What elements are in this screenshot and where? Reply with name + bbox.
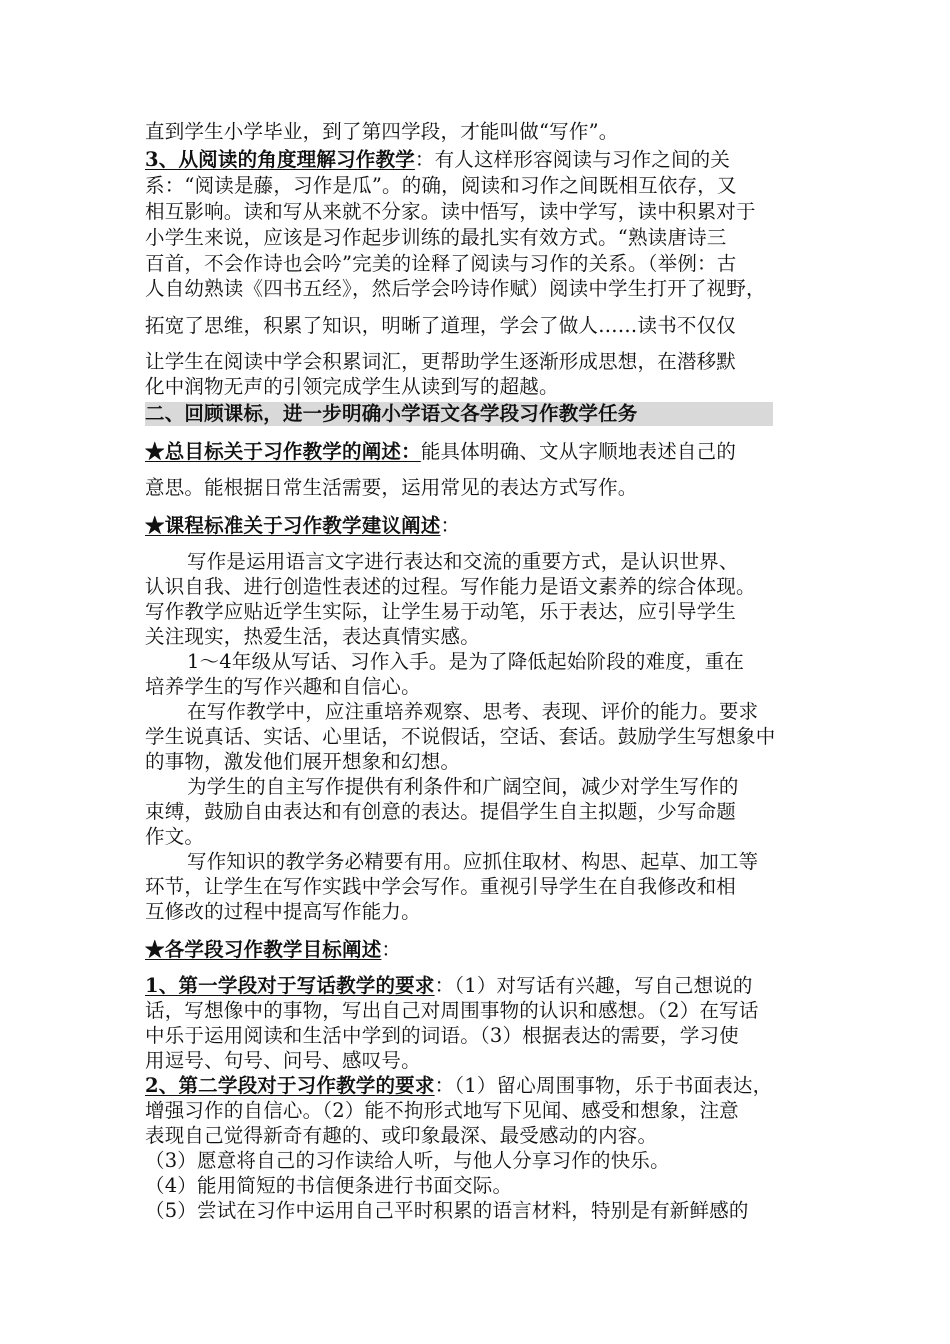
line-text: 表现自己觉得新奇有趣的、或印象最深、最受感动的内容。 bbox=[145, 1124, 658, 1147]
paragraph-line bbox=[145, 600, 810, 624]
paragraph-line bbox=[187, 775, 810, 799]
paragraph-line bbox=[145, 1149, 810, 1173]
line-text: 写作知识的教学务必精要有用。应抓住取材、构思、起草、加工等 bbox=[187, 850, 759, 873]
paragraph-line bbox=[145, 1099, 810, 1123]
line-text: 关注现实，热爱生活，表达真情实感。 bbox=[145, 625, 480, 648]
heading-stage-one: 1、第一学段对于写话教学的要求 bbox=[145, 974, 435, 997]
paragraph-line bbox=[145, 174, 810, 198]
heading-stage-two: 2、第二学段对于习作教学的要求 bbox=[145, 1074, 435, 1097]
line-text: 培养学生的写作兴趣和自信心。 bbox=[145, 675, 421, 698]
line-text: 增强习作的自信心。（2）能不拘形式地写下见闻、感受和想象，注意 bbox=[145, 1099, 739, 1122]
paragraph-line bbox=[145, 725, 810, 749]
paragraph-line bbox=[145, 1024, 810, 1048]
heading-overall-goal: ★总目标关于习作教学的阐述： bbox=[145, 440, 421, 463]
paragraph-line bbox=[145, 675, 810, 699]
line-text: 互修改的过程中提高写作能力。 bbox=[145, 900, 421, 923]
line-text: ：有人这样形容阅读与习作之间的关 bbox=[414, 148, 731, 171]
line-text: 相互影响。读和写从来就不分家。读中悟写，读中学写，读中积累对于 bbox=[145, 200, 756, 223]
line-text: 写作教学应贴近学生实际，让学生易于动笔，乐于表达，应引导学生 bbox=[145, 600, 737, 623]
line-text: 学生说真话、实话、心里话，不说假话，空话、套话。鼓励学生写想象中 bbox=[145, 725, 776, 748]
line-text: 话，写想像中的事物，写出自己对周围事物的认识和感想。（2）在写话 bbox=[145, 999, 759, 1022]
paragraph-line bbox=[187, 700, 810, 724]
line-text: 认识自我、进行创造性表述的过程。写作能力是语文素养的综合体现。 bbox=[145, 575, 756, 598]
line-text: 1～4年级从写话、习作入手。是为了降低起始阶段的难度，重在 bbox=[187, 650, 745, 673]
line-text: （5）尝试在习作中运用自己平时积累的语言材料，特别是有新鲜感的 bbox=[145, 1199, 749, 1222]
paragraph-line bbox=[145, 514, 810, 538]
paragraph-line bbox=[145, 875, 810, 899]
paragraph-line bbox=[145, 375, 810, 399]
paragraph-line bbox=[145, 999, 810, 1023]
line-text: 小学生来说，应该是习作起步训练的最扎实有效方式。“熟读唐诗三 bbox=[145, 226, 727, 249]
paragraph-line bbox=[187, 550, 810, 574]
line-text: ： bbox=[381, 938, 402, 961]
line-text: 的事物，激发他们展开想象和幻想。 bbox=[145, 750, 461, 773]
line-text: ： bbox=[440, 514, 461, 537]
paragraph-line bbox=[145, 800, 810, 824]
paragraph-line bbox=[145, 1074, 810, 1098]
paragraph-line bbox=[145, 974, 810, 998]
line-text: （4）能用简短的书信便条进行书面交际。 bbox=[145, 1174, 513, 1197]
line-text: 意思。能根据日常生活需要，运用常见的表达方式写作。 bbox=[145, 476, 638, 499]
paragraph-line bbox=[145, 350, 810, 374]
line-text: ：（1）对写话有兴趣，写自己想说的 bbox=[434, 974, 753, 997]
line-text: 为学生的自主写作提供有利条件和广阔空间，减少对学生写作的 bbox=[187, 775, 739, 798]
line-text: 二、回顾课标，进一步明确小学语文各学段习作教学任务 bbox=[145, 402, 638, 425]
line-text: 直到学生小学毕业，到了第四学段，才能叫做“写作”。 bbox=[145, 120, 619, 143]
line-text: 化中润物无声的引领完成学生从读到写的超越。 bbox=[145, 375, 559, 398]
paragraph-line bbox=[187, 650, 810, 674]
paragraph-line bbox=[145, 938, 810, 962]
paragraph-line bbox=[145, 252, 810, 276]
line-text: 作文。 bbox=[145, 825, 205, 848]
paragraph-line bbox=[145, 314, 810, 338]
paragraph-line bbox=[145, 226, 810, 250]
line-text: 写作是运用语言文字进行表达和交流的重要方式，是认识世界、 bbox=[187, 550, 739, 573]
line-text: 中乐于运用阅读和生活中学到的词语。（3）根据表达的需要，学习使 bbox=[145, 1024, 739, 1047]
paragraph-line bbox=[145, 1049, 810, 1073]
section-heading-curriculum bbox=[145, 402, 773, 426]
paragraph-line bbox=[145, 476, 810, 500]
paragraph-line bbox=[145, 277, 810, 301]
line-text: 能具体明确、文从字顺地表述自己的 bbox=[420, 440, 737, 463]
paragraph-line bbox=[145, 120, 810, 144]
line-text: （3）愿意将自己的习作读给人听，与他人分享习作的快乐。 bbox=[145, 1149, 670, 1172]
paragraph-line bbox=[145, 200, 810, 224]
line-text: 百首，不会作诗也会吟”完美的诠释了阅读与习作的关系。（举例：古 bbox=[145, 252, 737, 275]
line-text: 环节，让学生在写作实践中学会写作。重视引导学生在自我修改和相 bbox=[145, 875, 737, 898]
paragraph-line bbox=[145, 575, 810, 599]
line-text: 在写作教学中，应注重培养观察、思考、表现、评价的能力。要求 bbox=[187, 700, 759, 723]
paragraph-line bbox=[187, 850, 810, 874]
paragraph-line bbox=[145, 825, 810, 849]
section-heading-reading: 3、从阅读的角度理解习作教学 bbox=[145, 148, 415, 171]
line-text: 拓宽了思维，积累了知识，明晰了道理，学会了做人……读书不仅仅 bbox=[145, 314, 737, 337]
paragraph-line bbox=[145, 625, 810, 649]
paragraph-line bbox=[145, 148, 810, 172]
heading-stage-goals: ★各学段习作教学目标阐述 bbox=[145, 938, 382, 961]
paragraph-line bbox=[145, 440, 810, 464]
paragraph-line bbox=[145, 900, 810, 924]
paragraph-line bbox=[145, 1174, 810, 1198]
line-text: 让学生在阅读中学会积累词汇，更帮助学生逐渐形成思想，在潜移默 bbox=[145, 350, 737, 373]
line-text: ：（1）留心周围事物，乐于书面表达， bbox=[434, 1074, 773, 1097]
paragraph-line bbox=[145, 1199, 810, 1223]
line-text: 束缚，鼓励自由表达和有创意的表达。提倡学生自主拟题，少写命题 bbox=[145, 800, 737, 823]
line-text: 系：“阅读是藤，习作是瓜”。的确，阅读和习作之间既相互依存，又 bbox=[145, 174, 737, 197]
paragraph-line bbox=[145, 1124, 810, 1148]
paragraph-line bbox=[145, 750, 810, 774]
heading-teaching-suggestions: ★课程标准关于习作教学建议阐述 bbox=[145, 514, 441, 537]
line-text: 用逗号、句号、问号、感叹号。 bbox=[145, 1049, 421, 1072]
line-text: 人自幼熟读《四书五经》，然后学会吟诗作赋）阅读中学生打开了视野， bbox=[145, 277, 766, 300]
